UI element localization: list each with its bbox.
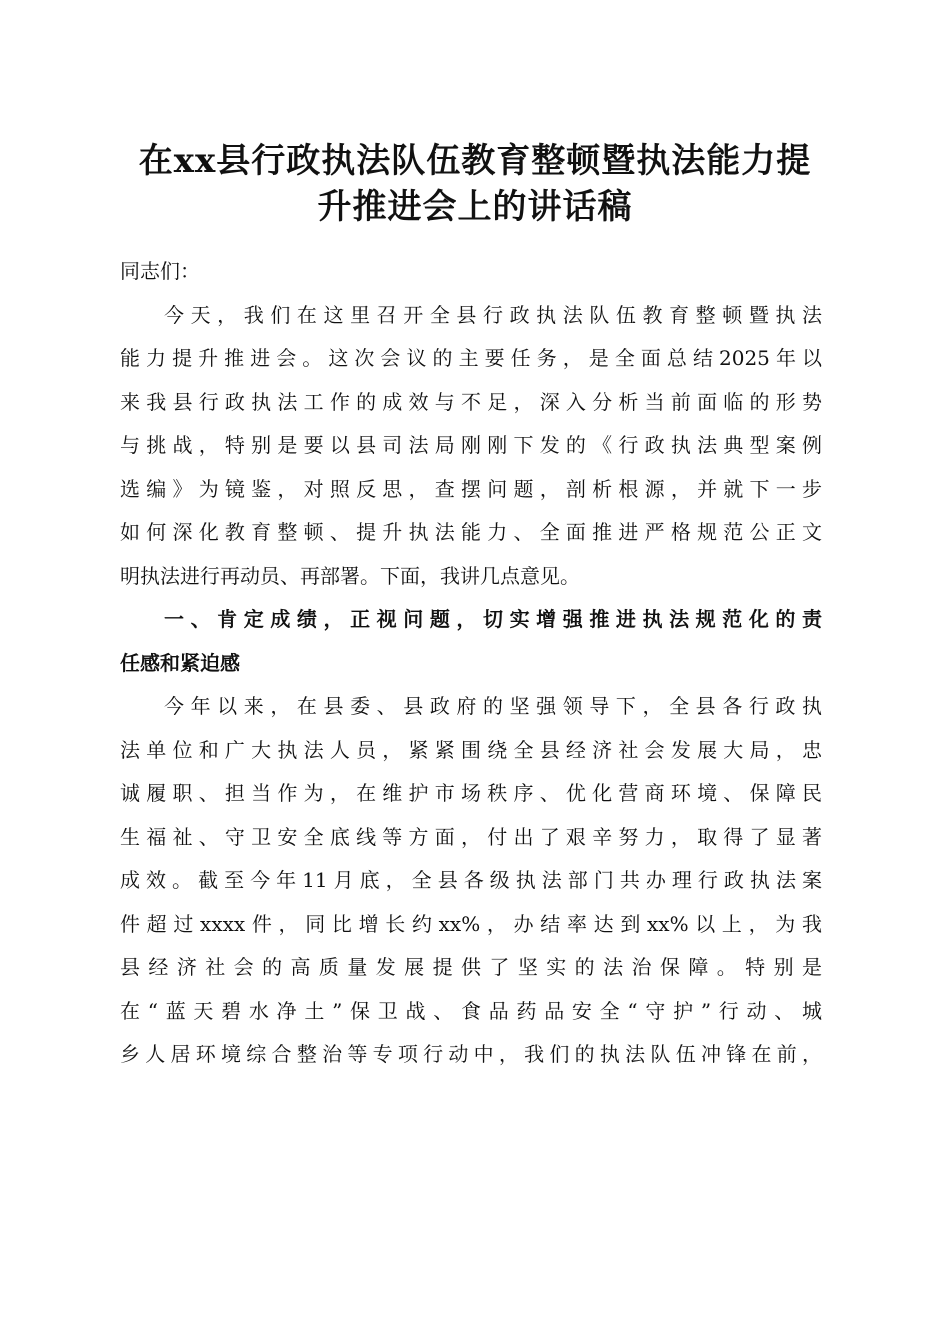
- paragraph-line: 能力提升推进会。这次会议的主要任务，是全面总结2025年以: [120, 346, 822, 370]
- document-body: [120, 250, 822, 1077]
- paragraph-line: 法单位和广大执法人员，紧紧围绕全县经济社会发展大局，忠: [120, 737, 822, 762]
- paragraph-line: 明执法进行再动员、再部署。下面，我讲几点意见。: [120, 563, 580, 588]
- paragraph-line: 乡人居环境综合整治等专项行动中，我们的执法队伍冲锋在前，: [120, 1042, 822, 1066]
- paragraph-line: 来我县行政执法工作的成效与不足，深入分析当前面临的形势: [120, 389, 822, 414]
- paragraph-line: 如何深化教育整顿、提升执法能力、全面推进严格规范公正文: [120, 520, 822, 544]
- greeting: 同志们：: [120, 259, 200, 283]
- section-heading-line: 一、肯定成绩，正视问题，切实增强推进执法规范化的责: [164, 607, 822, 631]
- paragraph-line: 县经济社会的高质量发展提供了坚实的法治保障。特别是: [120, 955, 822, 979]
- document-title: [118, 138, 832, 230]
- title-line-2: 升推进会上的讲话稿: [317, 187, 633, 227]
- paragraph-line: 成效。截至今年11月底，全县各级执法部门共办理行政执法案: [120, 868, 822, 892]
- paragraph-line: 诚履职、担当作为，在维护市场秩序、优化营商环境、保障民: [120, 781, 822, 805]
- section-heading-1: [120, 598, 822, 685]
- paragraph-line: 选编》为镜鉴，对照反思，查摆问题，剖析根源，并就下一步: [120, 476, 822, 501]
- paragraph-line: 在“蓝天碧水净土”保卫战、食品药品安全“守护”行动、城: [120, 998, 822, 1023]
- paragraph-line: 今年以来，在县委、县政府的坚强领导下，全县各行政执: [164, 694, 822, 718]
- paragraph-line: 生福祉、守卫安全底线等方面，付出了艰辛努力，取得了显著: [120, 824, 822, 849]
- paragraph-line: 今天，我们在这里召开全县行政执法队伍教育整顿暨执法: [164, 302, 822, 327]
- paragraph-intro: [120, 294, 822, 599]
- title-line-1: 在xx县行政执法队伍教育整顿暨执法能力提: [138, 141, 812, 181]
- paragraph-line: 件超过xxxx件，同比增长约xx%，办结率达到xx%以上，为我: [120, 911, 822, 936]
- paragraph-line: 与挑战，特别是要以县司法局刚刚下发的《行政执法典型案例: [120, 433, 822, 457]
- section-heading-line: 任感和紧迫感: [120, 650, 240, 675]
- paragraph-achievements: [120, 685, 822, 1077]
